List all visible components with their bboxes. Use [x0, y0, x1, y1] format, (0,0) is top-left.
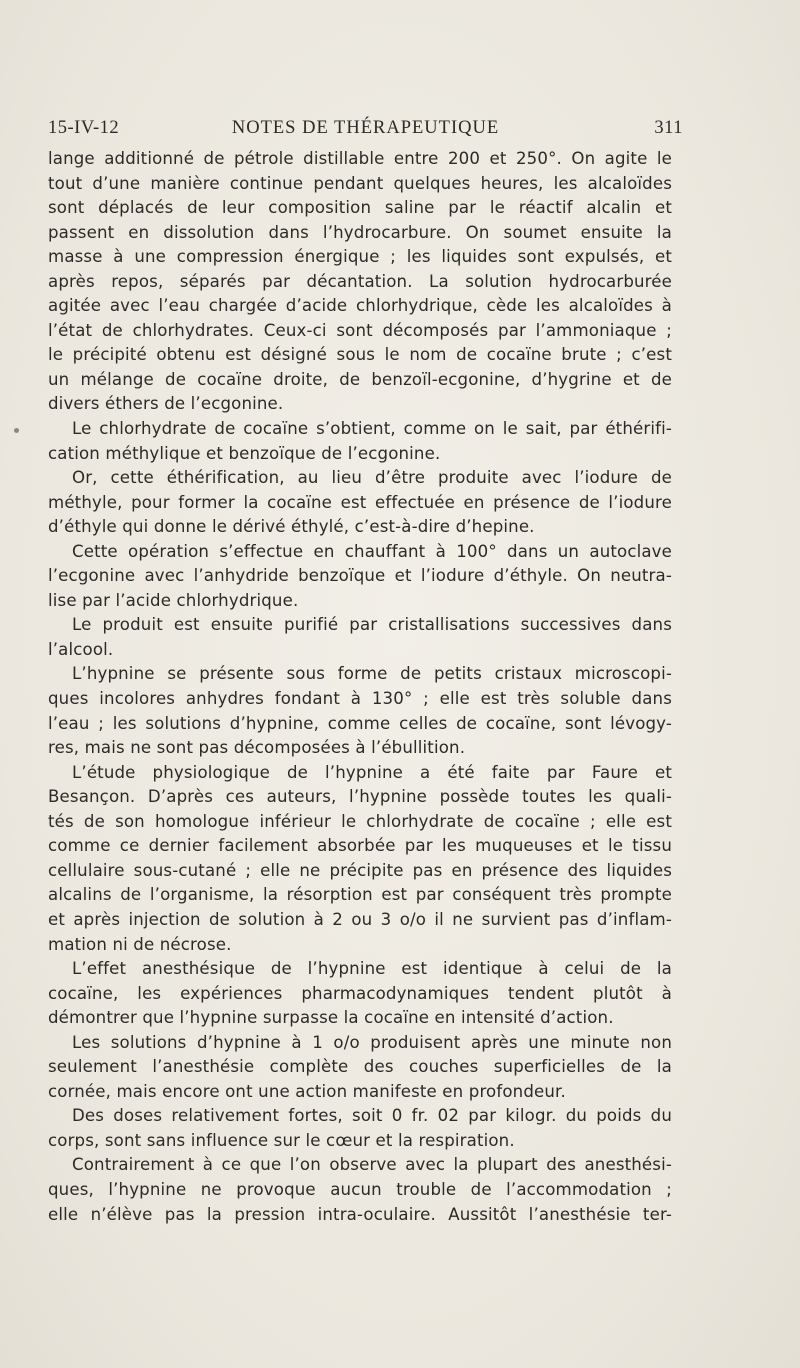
text-line-20: Le produit est ensuite purifié par cristallisations successives dans [72, 615, 672, 635]
text-line-42: Contrairement à ce que l’on observe avec la plupart des anesthési- [72, 1155, 672, 1175]
text-line-16: d’éthyle qui donne le dérivé éthylé, c’est-à-dire d’hepine. [48, 517, 535, 537]
text-line-35: cocaïne, les expériences pharmacodynamiques tendent plutôt à [48, 983, 672, 1003]
text-line-27: Besançon. D’après ces auteurs, l’hypnine possède toutes les quali- [48, 787, 672, 807]
text-line-31: alcalins de l’organisme, la résorption est par conséquent très prompte [48, 885, 672, 905]
text-line-18: l’ecgonine avec l’anhydride benzoïque et l’iodure d’éthyle. On neutra- [48, 566, 672, 586]
text-line-6: après repos, séparés par décantation. La solution hydrocarburée [48, 271, 672, 291]
header-title: NOTES DE THÉRAPEUTIQUE [231, 118, 500, 138]
text-line-5: masse à une compression énergique ; les liquides sont expulsés, et [48, 247, 672, 267]
text-line-1: lange additionné de pétrole distillable entre 200 et 250°. On agite le [48, 149, 672, 168]
text-line-12: Le chlorhydrate de cocaïne s’obtient, comme on le sait, par éthérifi- [72, 419, 672, 439]
text-line-17: Cette opération s’effectue en chauffant à 100° dans un autoclave [72, 541, 672, 561]
text-line-9: le précipité obtenu est désigné sous le nom de cocaïne brute ; c’est [48, 345, 672, 365]
page-number: 311 [654, 118, 683, 138]
margin-mark [14, 428, 19, 433]
text-line-19: lise par l’acide chlorhydrique. [48, 590, 299, 610]
text-line-2: tout d’une manière continue pendant quelques heures, les alcaloïdes [48, 173, 672, 193]
text-line-22: L’hypnine se présente sous forme de petits cristaux microscopi- [72, 664, 672, 684]
text-line-39: cornée, mais encore ont une action manifeste en profondeur. [48, 1081, 566, 1101]
header-date: 15-IV-12 [48, 118, 120, 138]
text-line-37: Les solutions d’hypnine à 1 o/o produisent après une minute non [72, 1032, 672, 1052]
text-line-24: l’eau ; les solutions d’hypnine, comme celles de cocaïne, sont lévogy- [48, 713, 672, 733]
text-line-30: cellulaire sous-cutané ; elle ne précipite pas en présence des liquides [48, 860, 672, 880]
text-line-32: et après injection de solution à 2 ou 3 o/o il ne survient pas d’inflam- [48, 909, 672, 929]
text-line-29: comme ce dernier facilement absorbée par les muqueuses et le tissu [48, 836, 672, 856]
text-line-25: res, mais ne sont pas décomposées à l’ébullition. [48, 738, 466, 758]
text-line-44: elle n’élève pas la pression intra-oculaire. Aussitôt l’anesthésie ter- [48, 1204, 672, 1224]
text-line-43: ques, l’hypnine ne provoque aucun trouble de l’accommodation ; [48, 1179, 672, 1199]
text-line-36: démontrer que l’hypnine surpasse la cocaïne en intensité d’action. [48, 1008, 614, 1028]
text-line-34: L’effet anesthésique de l’hypnine est identique à celui de la [72, 959, 672, 979]
text-line-11: divers éthers de l’ecgonine. [48, 394, 284, 414]
text-line-40: Des doses relativement fortes, soit 0 fr. 02 par kilogr. du poids du [72, 1106, 672, 1126]
text-line-26: L’étude physiologique de l’hypnine a été faite par Faure et [72, 762, 672, 782]
text-line-14: Or, cette éthérification, au lieu d’être produite avec l’iodure de [72, 468, 672, 488]
text-line-33: mation ni de nécrose. [48, 934, 232, 954]
text-line-23: ques incolores anhydres fondant à 130° ; elle est très soluble dans [48, 689, 672, 709]
text-line-13: cation méthylique et benzoïque de l’ecgonine. [48, 443, 441, 463]
text-line-38: seulement l’anesthésie complète des couches superficielles de la [48, 1057, 672, 1077]
text-line-21: l’alcool. [48, 639, 114, 659]
text-line-10: un mélange de cocaïne droite, de benzoïl-ecgonine, d’hygrine et de [48, 369, 672, 389]
text-line-41: corps, sont sans influence sur le cœur et la respiration. [48, 1130, 515, 1150]
body-text [48, 147, 672, 1227]
text-line-28: tés de son homologue inférieur le chlorhydrate de cocaïne ; elle est [48, 811, 672, 831]
text-line-8: l’état de chlorhydrates. Ceux-ci sont décomposés par l’ammoniaque ; [48, 320, 672, 340]
text-line-7: agitée avec l’eau chargée d’acide chlorhydrique, cède les alcaloïdes à [48, 296, 672, 316]
text-line-15: méthyle, pour former la cocaïne est effectuée en présence de l’iodure [48, 492, 672, 512]
text-line-4: passent en dissolution dans l’hydrocarbure. On soumet ensuite la [48, 222, 672, 242]
running-header [48, 118, 683, 144]
text-line-3: sont déplacés de leur composition saline par le réactif alcalin et [48, 198, 672, 218]
